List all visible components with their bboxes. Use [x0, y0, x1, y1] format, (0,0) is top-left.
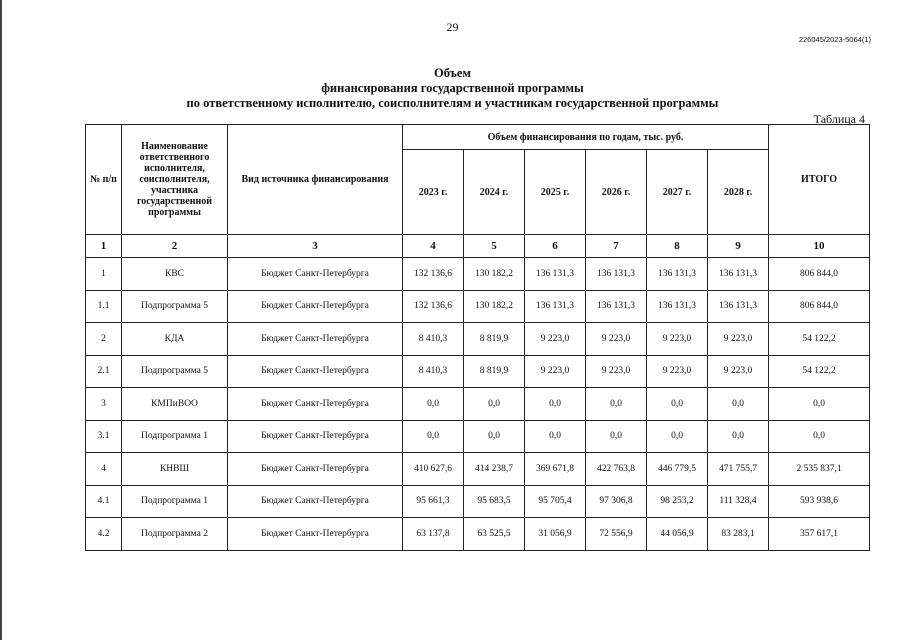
year-value-cell: 95 661,3 [403, 485, 464, 518]
row-number-cell: 4.2 [86, 518, 122, 551]
executor-name-cell: КДА [122, 323, 228, 356]
column-number-cell: 9 [708, 235, 769, 258]
year-value-cell: 63 525,5 [464, 518, 525, 551]
year-value-cell: 136 131,3 [525, 290, 586, 323]
year-value-cell: 0,0 [464, 420, 525, 453]
header-year: 2027 г. [647, 150, 708, 235]
document-id: 226045/2023-5064(1) [798, 35, 871, 44]
column-number-cell: 3 [228, 235, 403, 258]
year-value-cell: 0,0 [403, 388, 464, 421]
column-numbers-row [86, 235, 870, 258]
year-value-cell: 0,0 [525, 420, 586, 453]
year-value-cell: 9 223,0 [586, 355, 647, 388]
header-no: № п/п [86, 125, 122, 235]
header-year: 2025 г. [525, 150, 586, 235]
year-value-cell: 9 223,0 [525, 355, 586, 388]
year-value-cell: 44 056,9 [647, 518, 708, 551]
executor-name-cell: КВС [122, 258, 228, 291]
title-line: по ответственному исполнителю, соисполнителям и участникам государственной программы [186, 96, 719, 110]
table-row [86, 453, 870, 486]
total-cell: 54 122,2 [769, 323, 870, 356]
total-cell: 2 535 837,1 [769, 453, 870, 486]
year-value-cell: 9 223,0 [647, 323, 708, 356]
year-value-cell: 136 131,3 [708, 290, 769, 323]
year-value-cell: 410 627,6 [403, 453, 464, 486]
column-number-cell: 4 [403, 235, 464, 258]
year-value-cell: 136 131,3 [525, 258, 586, 291]
column-number-cell: 1 [86, 235, 122, 258]
year-value-cell: 8 410,3 [403, 323, 464, 356]
year-value-cell: 0,0 [464, 388, 525, 421]
year-value-cell: 0,0 [525, 388, 586, 421]
year-value-cell: 9 223,0 [525, 323, 586, 356]
year-value-cell: 63 137,8 [403, 518, 464, 551]
funding-source-cell: Бюджет Санкт-Петербурга [228, 355, 403, 388]
year-value-cell: 136 131,3 [586, 258, 647, 291]
year-value-cell: 136 131,3 [708, 258, 769, 291]
total-cell: 0,0 [769, 420, 870, 453]
executor-name-cell: Подпрограмма 1 [122, 485, 228, 518]
header-year: 2024 г. [464, 150, 525, 235]
executor-name-cell: Подпрограмма 2 [122, 518, 228, 551]
row-number-cell: 2.1 [86, 355, 122, 388]
row-number-cell: 1 [86, 258, 122, 291]
year-value-cell: 0,0 [647, 420, 708, 453]
year-value-cell: 111 328,4 [708, 485, 769, 518]
header-funding-by-year: Объем финансирования по годам, тыс. руб. [403, 125, 769, 150]
year-value-cell: 136 131,3 [586, 290, 647, 323]
year-value-cell: 0,0 [708, 420, 769, 453]
total-cell: 357 617,1 [769, 518, 870, 551]
funding-source-cell: Бюджет Санкт-Петербурга [228, 453, 403, 486]
year-value-cell: 83 283,1 [708, 518, 769, 551]
table-row [86, 388, 870, 421]
funding-source-cell: Бюджет Санкт-Петербурга [228, 258, 403, 291]
funding-table [85, 124, 870, 551]
year-value-cell: 422 763,8 [586, 453, 647, 486]
funding-source-cell: Бюджет Санкт-Петербурга [228, 388, 403, 421]
year-value-cell: 446 779,5 [647, 453, 708, 486]
total-cell: 54 122,2 [769, 355, 870, 388]
funding-source-cell: Бюджет Санкт-Петербурга [228, 323, 403, 356]
title-line: финансирования государственной программы [321, 81, 584, 95]
year-value-cell: 9 223,0 [708, 355, 769, 388]
row-number-cell: 3.1 [86, 420, 122, 453]
funding-source-cell: Бюджет Санкт-Петербурга [228, 420, 403, 453]
page-number: 29 [446, 20, 459, 34]
year-value-cell: 98 253,2 [647, 485, 708, 518]
table-row [86, 323, 870, 356]
year-value-cell: 95 705,4 [525, 485, 586, 518]
row-number-cell: 3 [86, 388, 122, 421]
funding-source-cell: Бюджет Санкт-Петербурга [228, 485, 403, 518]
column-number-cell: 6 [525, 235, 586, 258]
executor-name-cell: Подпрограмма 5 [122, 355, 228, 388]
header-year: 2028 г. [708, 150, 769, 235]
table-row [86, 485, 870, 518]
year-value-cell: 130 182,2 [464, 290, 525, 323]
total-cell: 806 844,0 [769, 258, 870, 291]
year-value-cell: 31 056,9 [525, 518, 586, 551]
year-value-cell: 414 238,7 [464, 453, 525, 486]
year-value-cell: 9 223,0 [586, 323, 647, 356]
table-row [86, 518, 870, 551]
year-value-cell: 8 819,9 [464, 355, 525, 388]
table-label: Таблица 4 [813, 112, 865, 126]
year-value-cell: 0,0 [403, 420, 464, 453]
year-value-cell: 95 683,5 [464, 485, 525, 518]
year-value-cell: 369 671,8 [525, 453, 586, 486]
executor-name-cell: Подпрограмма 1 [122, 420, 228, 453]
year-value-cell: 132 136,6 [403, 258, 464, 291]
funding-source-cell: Бюджет Санкт-Петербурга [228, 290, 403, 323]
row-number-cell: 4.1 [86, 485, 122, 518]
total-cell: 0,0 [769, 388, 870, 421]
column-number-cell: 5 [464, 235, 525, 258]
funding-source-cell: Бюджет Санкт-Петербурга [228, 518, 403, 551]
executor-name-cell: КНВШ [122, 453, 228, 486]
total-cell: 593 938,6 [769, 485, 870, 518]
executor-name-cell: Подпрограмма 5 [122, 290, 228, 323]
header-total: ИТОГО [769, 125, 870, 235]
title-line: Объем [433, 66, 471, 80]
year-value-cell: 9 223,0 [708, 323, 769, 356]
year-value-cell: 130 182,2 [464, 258, 525, 291]
total-cell: 806 844,0 [769, 290, 870, 323]
table-row [86, 258, 870, 291]
column-number-cell: 8 [647, 235, 708, 258]
column-number-cell: 7 [586, 235, 647, 258]
year-value-cell: 0,0 [708, 388, 769, 421]
executor-name-cell: КМПиВОО [122, 388, 228, 421]
year-value-cell: 471 755,7 [708, 453, 769, 486]
year-value-cell: 0,0 [586, 420, 647, 453]
year-value-cell: 72 556,9 [586, 518, 647, 551]
header-year: 2026 г. [586, 150, 647, 235]
header-year: 2023 г. [403, 150, 464, 235]
year-value-cell: 9 223,0 [647, 355, 708, 388]
table-row [86, 420, 870, 453]
year-value-cell: 0,0 [586, 388, 647, 421]
table-row [86, 290, 870, 323]
row-number-cell: 2 [86, 323, 122, 356]
year-value-cell: 132 136,6 [403, 290, 464, 323]
header-executor-name: Наименование ответственного исполнителя, соисполнителя, участника государственной программы [122, 125, 228, 235]
year-value-cell: 136 131,3 [647, 258, 708, 291]
header-funding-source: Вид источника финансирования [228, 125, 403, 235]
year-value-cell: 136 131,3 [647, 290, 708, 323]
year-value-cell: 8 410,3 [403, 355, 464, 388]
year-value-cell: 0,0 [647, 388, 708, 421]
document-title [0, 66, 905, 111]
year-value-cell: 8 819,9 [464, 323, 525, 356]
column-number-cell: 10 [769, 235, 870, 258]
year-value-cell: 97 306,8 [586, 485, 647, 518]
row-number-cell: 1.1 [86, 290, 122, 323]
column-number-cell: 2 [122, 235, 228, 258]
table-row [86, 355, 870, 388]
row-number-cell: 4 [86, 453, 122, 486]
